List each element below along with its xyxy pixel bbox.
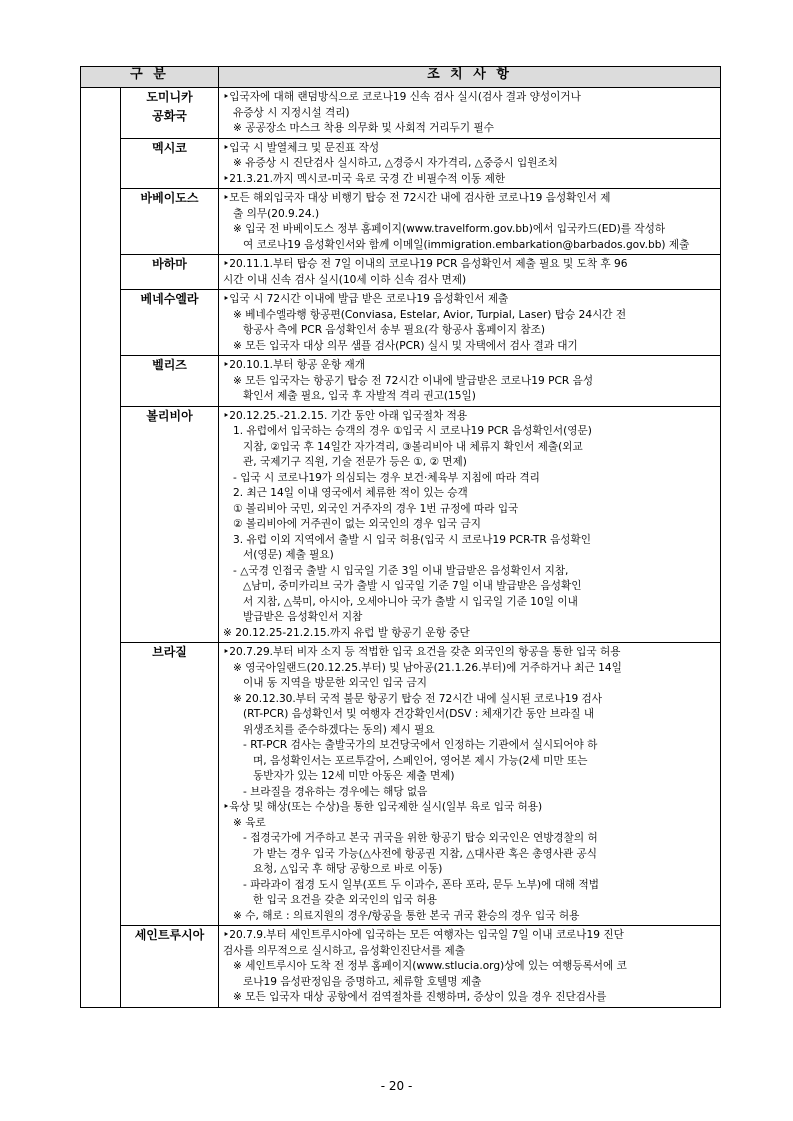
measure-line: - 파라과이 접경 도시 일부(포트 두 이과수, 폰타 포라, 문두 노부)에 대해 적법 (243, 878, 600, 891)
measure-line: 서(영문) 제출 필요) (243, 549, 334, 561)
country-name: 바베이도스 (140, 191, 199, 205)
measure-line: 며, 음성확인서는 포르투갈어, 스페인어, 영어본 제시 가능(2세 미만 또는 (253, 754, 588, 767)
measures-cell (219, 406, 721, 643)
header-measures: 조 치 사 항 (219, 67, 721, 88)
measure-line: ‣20.10.1.부터 항공 운항 재개 (223, 359, 366, 371)
measure-line: ‣육상 및 해상(또는 수상)을 통한 입국제한 실시(일부 육로 입국 허용) (223, 801, 543, 813)
measures-cell (219, 255, 721, 290)
measure-line: ‣모든 해외입국자 대상 비행기 탑승 전 72시간 내에 검사한 코로나19 음성확인서 제 (223, 192, 611, 204)
measure-line: ‣20.11.1.부터 탑승 전 7일 이내의 코로나19 PCR 음성확인서 제출 필요 및 도착 후 96 (223, 258, 628, 270)
table-row (81, 88, 721, 139)
measure-line: 로나19 음성판정임을 증명하고, 체류할 호텔명 제출 (243, 975, 482, 988)
measure-line: - 입국 시 코로나19가 의심되는 경우 보건·체육부 지침에 따라 격리 (233, 471, 540, 484)
measure-line: 한 입국 요건을 갖춘 외국인의 입국 허용 (253, 894, 437, 906)
measure-line: 동반자가 있는 12세 미만 아동은 제출 면제) (253, 770, 455, 782)
country-name: 볼리비아 (146, 408, 193, 423)
page-number: - 20 - (380, 1079, 413, 1093)
table-row (81, 189, 721, 255)
measures-cell (219, 189, 721, 255)
measure-line: 가 받는 경우 입국 가능(△사전에 항공권 지참, △대사관 혹은 총영사관 공식 (253, 847, 598, 860)
country-name: 도미니카 (146, 90, 193, 104)
measures-cell (219, 290, 721, 356)
country-cell (121, 290, 219, 356)
country-cell (121, 138, 219, 189)
measure-line: 여 코로나19 음성확인서와 함께 이메일(immigration.embarkation@barbados.gov.bb) 제출 (243, 238, 690, 251)
measure-line: ① 볼리비아 국민, 외국인 거주자의 경우 1번 규정에 따라 입국 (233, 502, 519, 515)
measure-line: ※ 유증상 시 진단검사 실시하고, △경증시 자가격리, △중증시 입원조치 (233, 157, 558, 169)
measure-line: ‣입국자에 대해 랜덤방식으로 코로나19 신속 검사 실시(검사 결과 양성이거나 (223, 91, 581, 103)
region-cell (81, 88, 121, 1008)
country-cell (121, 255, 219, 290)
measure-line: ‣입국 시 발열체크 및 문진표 작성 (223, 141, 380, 154)
measure-line: ※ 20.12.30.부터 국적 불문 항공기 탑승 전 72시간 내에 실시된 코로나19 검사 (233, 692, 603, 705)
measure-line: 3. 유럽 이외 지역에서 출발 시 입국 허용(입국 시 코로나19 PCR-TR 음성확인 (233, 533, 591, 546)
measure-line: 지참, ②입국 후 14일간 자가격리, ③볼리비아 내 체류지 확인서 제출(외교 (243, 440, 583, 453)
country-name: 바하마 (152, 257, 187, 271)
table-row (81, 356, 721, 407)
country-name: 브라질 (152, 645, 187, 659)
country-cell (121, 643, 219, 926)
measure-line: ② 볼리비아에 거주권이 없는 외국인의 경우 입국 금지 (233, 518, 481, 530)
measure-line: 이내 동 지역을 방문한 외국인 입국 금지 (243, 677, 427, 689)
measure-line: 1. 유럽에서 입국하는 승객의 경우 ①입국 시 코로나19 PCR 음성확인서(영문) (233, 425, 592, 437)
measures-table (80, 66, 721, 1008)
table-row (81, 255, 721, 290)
measure-line: 요청, △입국 후 해당 공항으로 바로 이동) (253, 863, 443, 875)
country-name: 멕시코 (152, 140, 187, 155)
table-row (81, 138, 721, 189)
measure-line: ‣입국 시 72시간 이내에 발급 받은 코로나19 음성확인서 제출 (223, 293, 509, 305)
country-name: 베네수엘라 (140, 292, 199, 306)
measure-line: - 브라질을 경유하는 경우에는 해당 없음 (243, 785, 428, 798)
measure-line: 검사를 의무적으로 실시하고, 음성확인진단서를 제출 (223, 944, 465, 957)
measure-line: (RT-PCR) 음성확인서 및 여행자 건강확인서(DSV : 체재기간 동안 브라질 내 (243, 708, 595, 720)
measure-line: - △국경 인접국 출발 시 입국일 기준 3일 이내 발급받은 음성확인서 지참, (233, 564, 569, 577)
country-name: 벨리즈 (152, 358, 187, 372)
measure-line: 서 지참, △북미, 아시아, 오세아니아 국가 출발 시 입국일 기준 10일 이내 (243, 595, 578, 608)
measure-line: - RT-PCR 검사는 출발국가의 보건당국에서 인정하는 기관에서 실시되어야 하 (243, 739, 598, 751)
measure-line: 2. 최근 14일 이내 영국에서 체류한 적이 있는 승객 (233, 487, 468, 499)
measure-line: ‣20.7.29.부터 비자 소지 등 적법한 입국 요건을 갖춘 외국인의 항공을 통한 입국 허용 (223, 646, 621, 658)
measure-line: ※ 베네수엘라행 항공편(Conviasa, Estelar, Avior, Turpial, Laser) 탑승 24시간 전 (233, 308, 627, 321)
measure-line: ※ 수, 해로 : 의료지원의 경우/항공을 통한 본국 귀국 환승의 경우 입국 허용 (233, 909, 580, 922)
measure-line: ※ 모든 입국자 대상 공항에서 검역절차를 진행하며, 증상이 있을 경우 진단검사를 (233, 991, 607, 1003)
measure-line: 시간 이내 신속 검사 실시(10세 이하 신속 검사 면제) (223, 273, 467, 286)
measure-line: ※ 모든 입국자는 항공기 탑승 전 72시간 이내에 발급받은 코로나19 PCR 음성 (233, 374, 594, 387)
table-header-row (81, 67, 721, 88)
country-cell (121, 926, 219, 1008)
measure-line: 항공사 측에 PCR 음성확인서 송부 필요(각 항공사 홈페이지 참조) (243, 324, 545, 336)
measure-line: 출 의무(20.9.24.) (233, 207, 320, 220)
measure-line: ※ 모든 입국자 대상 의무 샘플 검사(PCR) 실시 및 자택에서 검사 결과 대기 (233, 339, 578, 352)
country-cell (121, 189, 219, 255)
table-row (81, 290, 721, 356)
country-cell (121, 406, 219, 643)
measures-cell (219, 926, 721, 1008)
measure-line: ※ 입국 전 바베이도스 정부 홈페이지(www.travelform.gov.bb)에서 입국카드(ED)를 작성하 (233, 223, 666, 235)
country-cell (121, 356, 219, 407)
measure-line: ※ 공공장소 마스크 착용 의무화 및 사회적 거리두기 필수 (233, 122, 494, 134)
measure-line: 위생조치를 준수하겠다는 동의) 제시 필요 (243, 723, 435, 736)
measure-line: 관, 국제기구 직원, 기술 전문가 등은 ①, ② 면제) (243, 456, 467, 468)
measures-cell (219, 356, 721, 407)
measure-line: ‣20.12.25.-21.2.15. 기간 동안 아래 입국절차 적용 (223, 409, 468, 422)
measures-cell (219, 138, 721, 189)
measure-line: 확인서 제출 필요, 입국 후 자발적 격리 권고(15일) (243, 390, 476, 402)
country-name: 공화국 (152, 109, 187, 123)
country-cell (121, 88, 219, 139)
measures-cell (219, 88, 721, 139)
header-category: 구 분 (81, 67, 219, 88)
country-name: 세인트루시아 (134, 928, 205, 942)
measure-line: 발급받은 음성확인서 지참 (243, 611, 363, 623)
table-row (81, 406, 721, 643)
measure-line: ※ 20.12.25-21.2.15.까지 유럽 발 항공기 운항 중단 (223, 626, 470, 639)
measure-line: - 접경국가에 거주하고 본국 귀국을 위한 항공기 탑승 외국인은 연방경찰의 허 (243, 832, 598, 844)
table-row (81, 643, 721, 926)
measure-line: ‣20.7.9.부터 세인트루시아에 입국하는 모든 여행자는 입국일 7일 이내 코로나19 진단 (223, 929, 624, 941)
measure-line: ※ 영국아일랜드(20.12.25.부터) 및 남아공(21.1.26.부터)에 거주하거나 최근 14일 (233, 661, 622, 674)
measure-line: 유증상 시 지정시설 격리) (233, 106, 350, 119)
table-row (81, 926, 721, 1008)
measure-line: △남미, 중미카리브 국가 출발 시 입국일 기준 7일 이내 발급받은 음성확인 (243, 580, 582, 592)
measures-cell (219, 643, 721, 926)
measure-line: ※ 세인트루시아 도착 전 정부 홈페이지(www.stlucia.org)상에 있는 여행등록서에 코 (233, 960, 627, 972)
measure-line: ※ 육로 (233, 816, 266, 829)
measure-line: ‣21.3.21.까지 멕시코-미국 육로 국경 간 비필수적 이동 제한 (223, 172, 506, 185)
